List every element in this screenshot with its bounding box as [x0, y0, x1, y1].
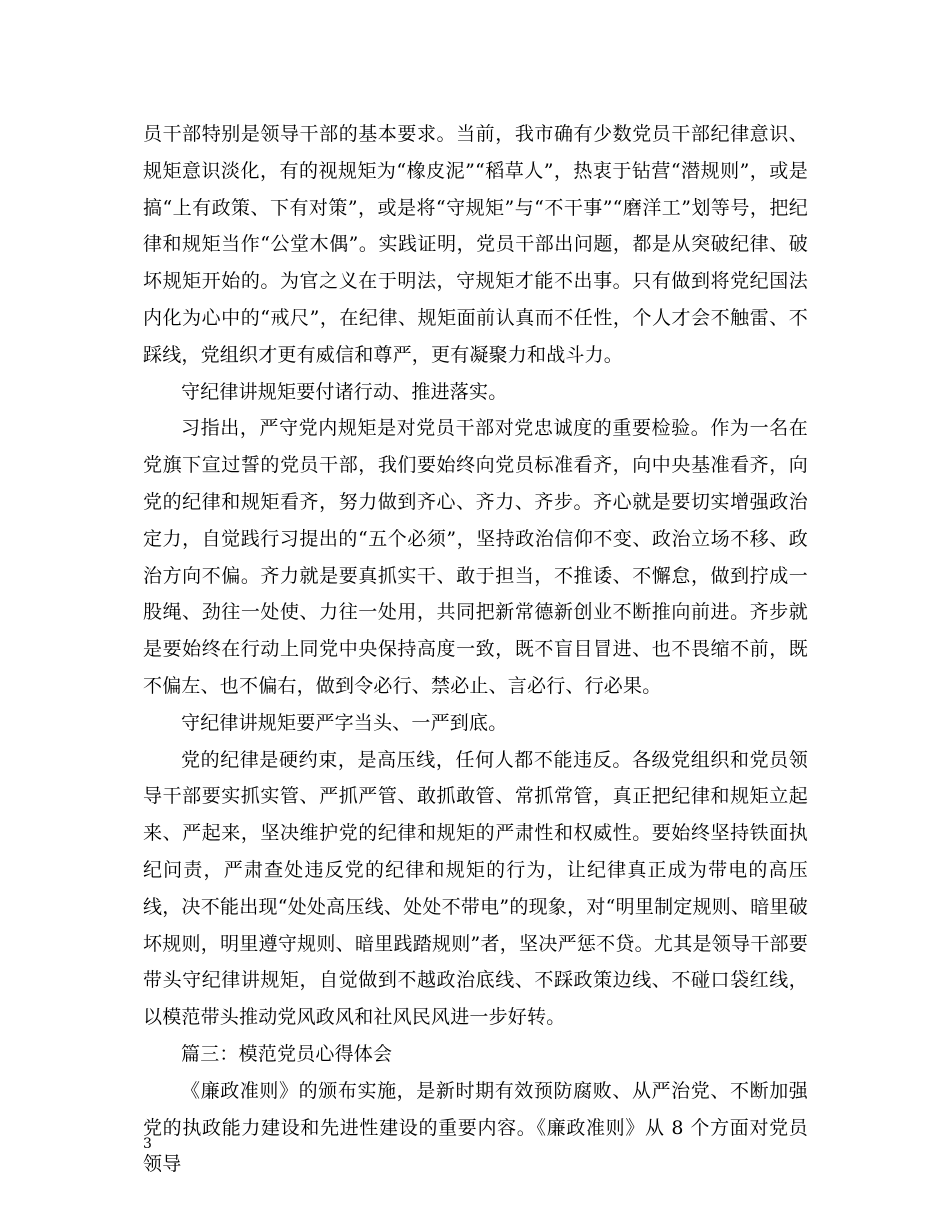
paragraph: 习指出，严守党内规矩是对党员干部对党忠诚度的重要检验。作为一名在党旗下宣过誓的党员干部，我们要始终向党员标准看齐，向中央基准看齐，向党的纪律和规矩看齐，努力做到齐心、齐力、齐步。齐心就是要切实增强政治定力，自觉践行习提出的“五个必须”，坚持政治信仰不变、政治立场不移、政治方向不偏。齐力就是要真抓实干、敢于担当，不推诿、不懈怠，做到拧成一股绳、劲往一处使、力往一处用，共同把新常德新创业不断推向前进。齐步就是要始终在行动上同党中央保持高度一致，既不盲目冒进、也不畏缩不前，既不偏左、也不偏右，做到令必行、禁必止、言必行、行必果。	[143, 417, 808, 697]
paragraph: 守纪律讲规矩要付诸行动、推进落实。	[181, 380, 508, 403]
section-heading: 篇三：模范党员心得体会	[181, 1042, 393, 1065]
paragraph: 《廉政准则》的颁布实施，是新时期有效预防腐败、从严治党、不断加强党的执政能力建设和先进性建设的重要内容。《廉政准则》从 8 个方面对党员领导	[143, 1079, 808, 1176]
page-number: 3	[143, 1136, 152, 1152]
paragraph: 党的纪律是硬约束，是高压线，任何人都不能违反。各级党组织和党员领导干部要实抓实管、严抓严管、敢抓敢管、常抓常管，真正把纪律和规矩立起来、严起来，坚决维护党的纪律和规矩的严肃性和权威性。要始终坚持铁面执纪问责，严肃查处违反党的纪律和规矩的行为，让纪律真正成为带电的高压线，决不能出现“处处高压线、处处不带电”的现象，对“明里制定规则、暗里破坏规则，明里遵守规则、暗里践踏规则”者，坚决严惩不贷。尤其是领导干部要带头守纪律讲规矩，自觉做到不越政治底线、不踩政策边线、不碰口袋红线，以模范带头推动党风政风和社风民风进一步好转。	[143, 748, 808, 1029]
paragraph: 守纪律讲规矩要严字当头、一严到底。	[181, 711, 508, 734]
paragraph: 员干部特别是领导干部的基本要求。当前，我市确有少数党员干部纪律意识、规矩意识淡化，有的视规矩为“橡皮泥”“稻草人”，热衷于钻营“潜规则”，或是搞“上有政策、下有对策”，或是将“守规矩”与“不干事”“磨洋工”划等号，把纪律和规矩当作“公堂木偶”。实践证明，党员干部出问题，都是从突破纪律、破坏规矩开始的。为官之义在于明法，守规矩才能不出事。只有做到将党纪国法内化为心中的“戒尺”，在纪律、规矩面前认真而不任性，个人才会不触雷、不踩线，党组织才更有威信和尊严，更有凝聚力和战斗力。	[143, 123, 808, 366]
body-text	[143, 116, 808, 1183]
